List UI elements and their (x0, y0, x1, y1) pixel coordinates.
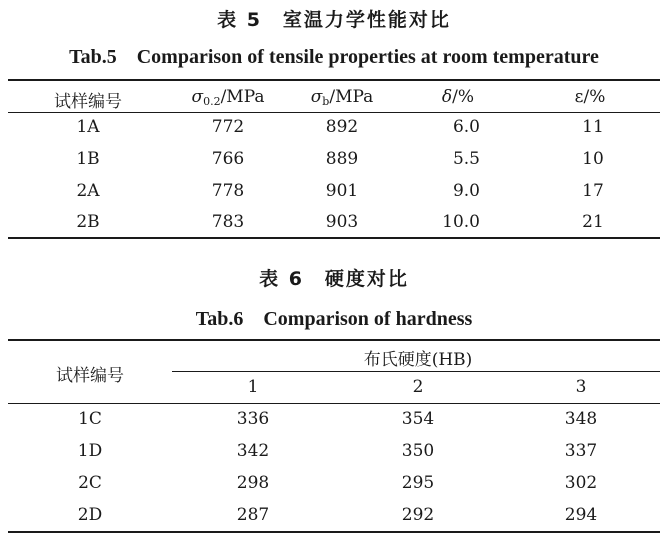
table5-row4-sample: 2B (76, 212, 100, 232)
table6-header-rule (8, 403, 660, 404)
table6-row4-v1: 287 (236, 505, 270, 525)
table5-row4-eps: 21 (582, 212, 604, 232)
table5-header-sample: 试样编号 (54, 92, 122, 112)
table6-header-col1: 1 (247, 377, 259, 397)
table5-header-sigmab (311, 87, 374, 108)
table6-header-sample: 试样编号 (56, 366, 124, 386)
table5-header-sigma02 (191, 87, 264, 108)
sigma02-symbol: σ (191, 87, 204, 107)
sigmab-unit: /MPa (329, 87, 374, 107)
table6-row3-sample: 2C (78, 473, 102, 493)
table5-row4-sigmab: 903 (325, 212, 359, 232)
table6-row4-v2: 292 (401, 505, 435, 525)
table6-caption-cn: 表 6 硬度对比 (259, 268, 409, 290)
table5-row2-sigmab: 889 (325, 149, 359, 169)
table5-row1-sigmab: 892 (325, 117, 359, 137)
table6-top-rule (8, 339, 660, 341)
table5-row3-eps: 17 (582, 181, 604, 201)
table6-row1-v1: 336 (236, 409, 270, 429)
table5-row2-eps: 10 (582, 149, 604, 169)
table5-header-rule (8, 112, 660, 113)
table5-row2-sigma02: 766 (211, 149, 245, 169)
table6-row4-sample: 2D (77, 505, 103, 525)
table6-row4-v3: 294 (564, 505, 598, 525)
table5-row1-sigma02: 772 (211, 117, 245, 137)
table5-top-rule (8, 79, 660, 81)
table5-row3-delta: 9.0 (452, 181, 480, 201)
table5-row2-sample: 1B (76, 149, 100, 169)
table5-row3-sigma02: 778 (211, 181, 245, 201)
table6-row1-v3: 348 (564, 409, 598, 429)
table6-row1-v2: 354 (401, 409, 435, 429)
table6-row2-v1: 342 (236, 441, 270, 461)
table6-row3-v2: 295 (401, 473, 435, 493)
table6-row2-sample: 1D (77, 441, 103, 461)
table6-header-col3: 3 (575, 377, 587, 397)
delta-unit: /% (452, 87, 475, 107)
table5-caption-cn: 表 5 室温力学性能对比 (217, 9, 451, 31)
table5-caption-en: Tab.5 Comparison of tensile properties at room temperature (69, 46, 599, 68)
table6-row1-sample: 1C (78, 409, 102, 429)
table6-header-group: 布氏硬度(HB) (363, 350, 473, 370)
table6-bottom-rule (8, 531, 660, 533)
table5-bottom-rule (8, 237, 660, 239)
table5-row4-sigma02: 783 (211, 212, 245, 232)
table5-header-delta (442, 87, 474, 107)
table6-caption-en: Tab.6 Comparison of hardness (195, 308, 473, 330)
table5-row2-delta: 5.5 (452, 149, 480, 169)
table5-row3-sample: 2A (76, 181, 100, 201)
table6-group-rule (172, 371, 660, 372)
table5-row4-delta: 10.0 (442, 212, 480, 232)
table5-row3-sigmab: 901 (325, 181, 359, 201)
sigmab-subscript: b (322, 95, 330, 108)
table5-row1-sample: 1A (76, 117, 100, 137)
sigma02-subscript: 0.2 (203, 95, 221, 108)
table6-row3-v3: 302 (564, 473, 598, 493)
table5-row1-eps: 11 (582, 117, 604, 137)
sigma02-unit: /MPa (220, 87, 265, 107)
eps-unit: /% (583, 87, 606, 107)
table5-row1-delta: 6.0 (452, 117, 480, 137)
table5-header-eps (575, 87, 606, 107)
table6-header-col2: 2 (412, 377, 424, 397)
table6-row3-v1: 298 (236, 473, 270, 493)
table6-row2-v2: 350 (401, 441, 435, 461)
sigmab-symbol: σ (310, 87, 323, 107)
delta-symbol: δ (441, 87, 453, 107)
table6-row2-v3: 337 (564, 441, 598, 461)
eps-symbol: ε (574, 87, 584, 107)
